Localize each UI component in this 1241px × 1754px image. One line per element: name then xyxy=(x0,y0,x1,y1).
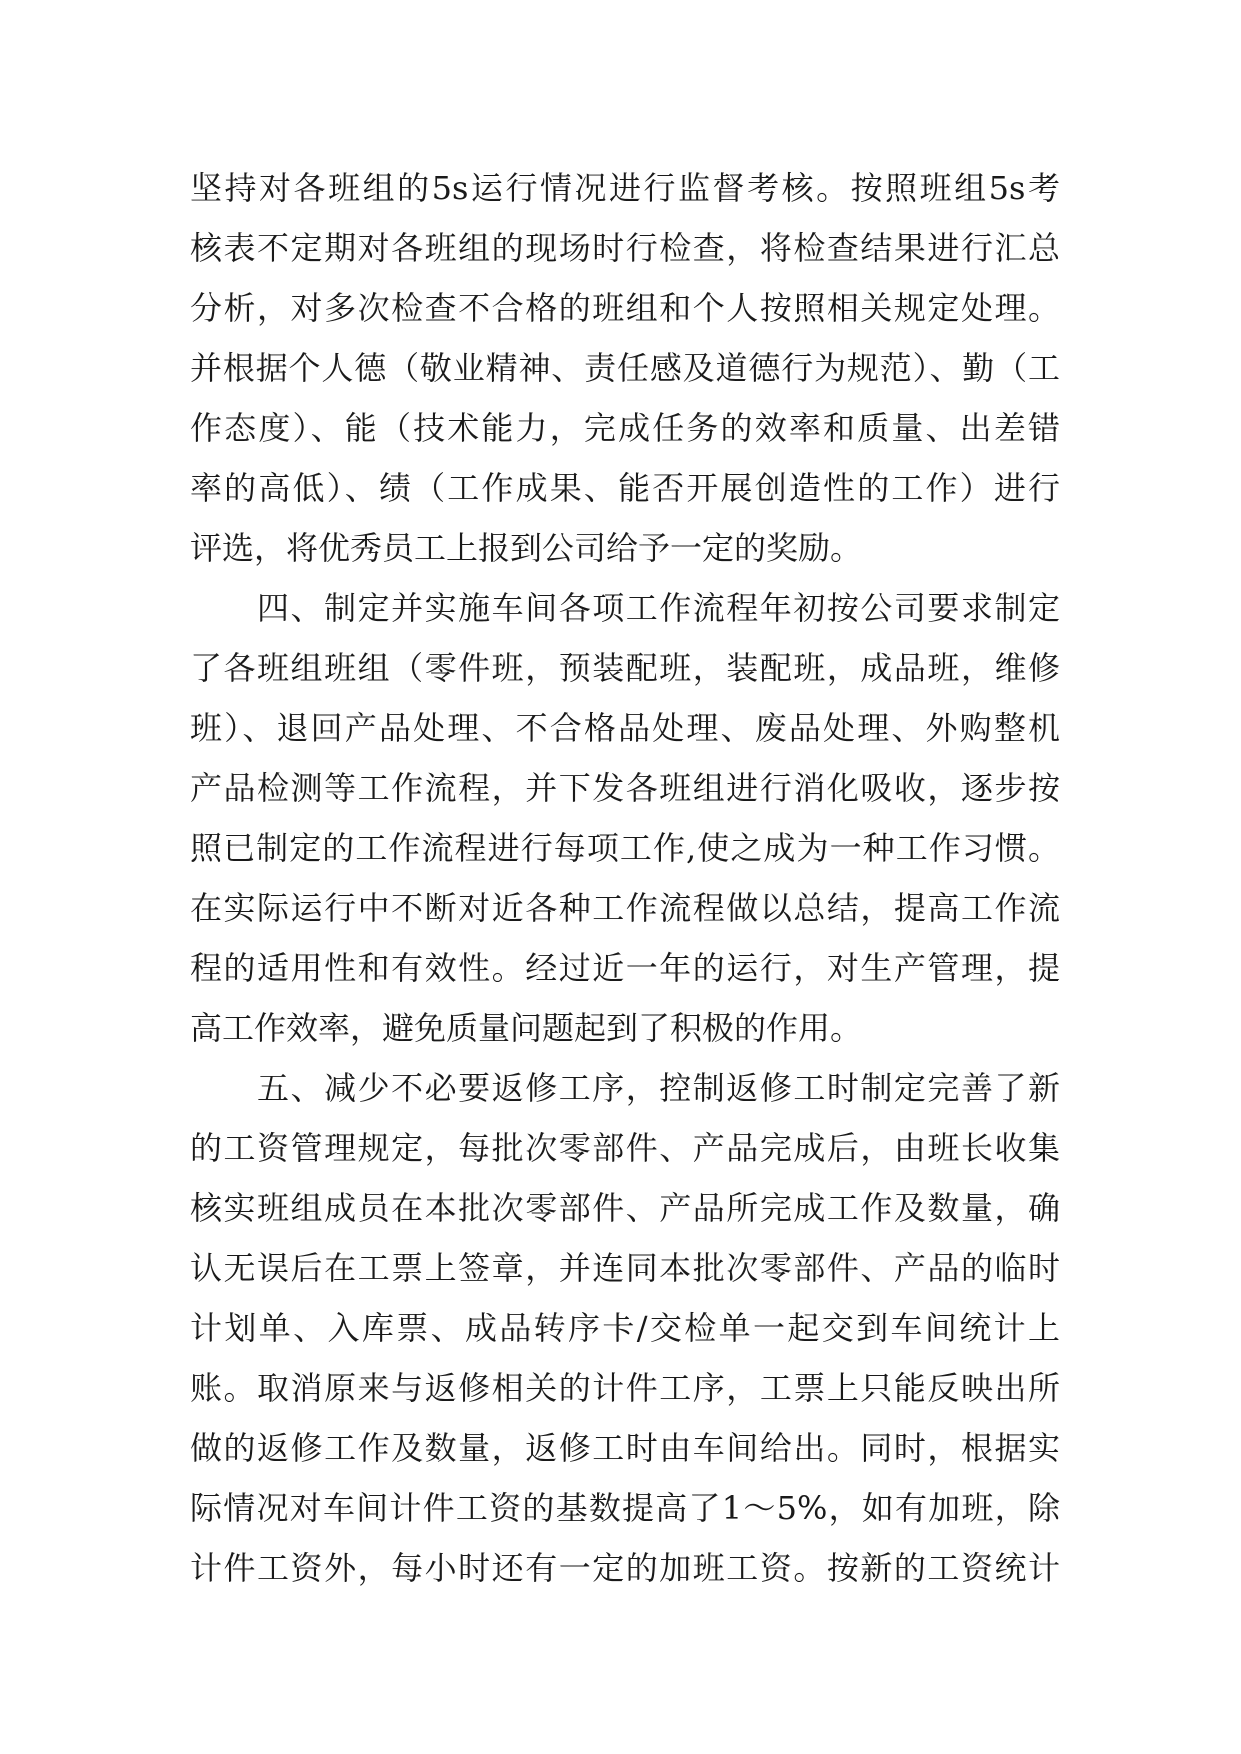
text-line: 五、减少不必要返修工序，控制返修工时制定完善了新 xyxy=(190,1069,1060,1107)
text-line: 认无误后在工票上签章，并连同本批次零部件、产品的临时 xyxy=(190,1249,1060,1287)
text-line: 坚持对各班组的5s运行情况进行监督考核。按照班组5s考 xyxy=(190,169,1060,207)
body-text xyxy=(190,158,1060,1598)
text-line: 班）、退回产品处理、不合格品处理、废品处理、外购整机 xyxy=(190,709,1060,747)
text-line: 计件工资外，每小时还有一定的加班工资。按新的工资统计 xyxy=(190,1549,1060,1587)
text-line: 的工资管理规定，每批次零部件、产品完成后，由班长收集 xyxy=(190,1129,1060,1167)
text-line: 率的高低）、绩（工作成果、能否开展创造性的工作）进行 xyxy=(190,469,1060,507)
text-line: 作态度）、能（技术能力，完成任务的效率和质量、出差错 xyxy=(190,409,1060,447)
text-line: 在实际运行中不断对近各种工作流程做以总结，提高工作流 xyxy=(190,889,1060,927)
text-line: 际情况对车间计件工资的基数提高了1～5%，如有加班，除 xyxy=(190,1489,1060,1527)
text-line: 分析，对多次检查不合格的班组和个人按照相关规定处理。 xyxy=(190,289,1060,327)
text-line: 计划单、入库票、成品转序卡/交检单一起交到车间统计上 xyxy=(190,1309,1060,1347)
text-line: 产品检测等工作流程，并下发各班组进行消化吸收，逐步按 xyxy=(190,769,1060,807)
text-line: 并根据个人德（敬业精神、责任感及道德行为规范）、勤（工 xyxy=(190,349,1060,387)
text-line: 评选，将优秀员工上报到公司给予一定的奖励。 xyxy=(190,529,863,567)
text-line: 做的返修工作及数量，返修工时由车间给出。同时，根据实 xyxy=(190,1429,1060,1467)
text-line: 核表不定期对各班组的现场时行检查，将检查结果进行汇总 xyxy=(190,229,1060,267)
text-line: 程的适用性和有效性。经过近一年的运行，对生产管理，提 xyxy=(190,949,1060,987)
text-line: 四、制定并实施车间各项工作流程年初按公司要求制定 xyxy=(190,589,1060,627)
text-line: 账。取消原来与返修相关的计件工序，工票上只能反映出所 xyxy=(190,1369,1060,1407)
text-line: 了各班组班组（零件班，预装配班，装配班，成品班，维修 xyxy=(190,649,1060,687)
text-line: 照已制定的工作流程进行每项工作,使之成为一种工作习惯。 xyxy=(190,829,1060,867)
text-line: 高工作效率，避免质量问题起到了积极的作用。 xyxy=(190,1009,863,1047)
text-line: 核实班组成员在本批次零部件、产品所完成工作及数量，确 xyxy=(190,1189,1060,1227)
